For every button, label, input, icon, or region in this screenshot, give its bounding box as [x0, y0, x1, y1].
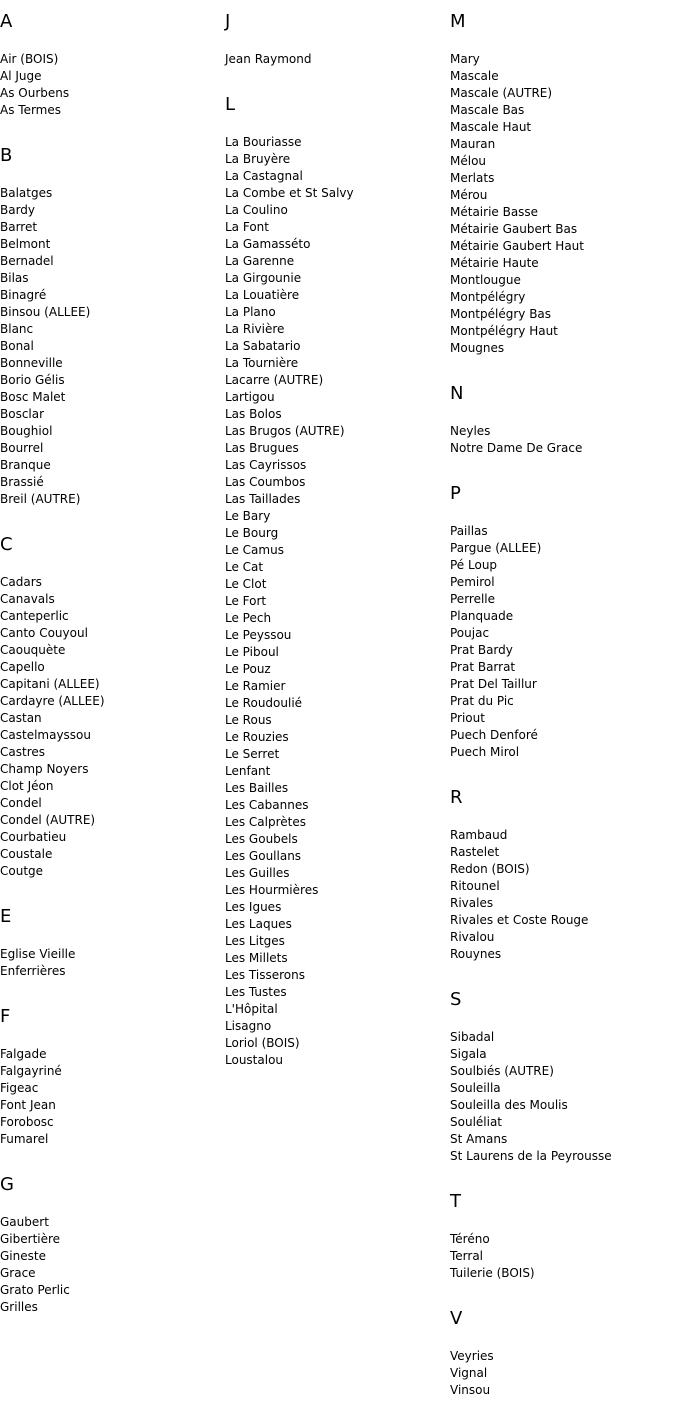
place-link[interactable]: Mauran — [450, 137, 496, 151]
place-link[interactable]: Boughiol — [0, 424, 53, 438]
letter-heading: G — [0, 1174, 14, 1195]
place-link[interactable]: Vignal — [450, 1366, 488, 1380]
place-link[interactable]: Clot Jéon — [0, 779, 54, 793]
place-link[interactable]: Les Tisserons — [225, 968, 305, 982]
place-link[interactable]: La Louatière — [225, 288, 300, 302]
place-link[interactable]: Le Cat — [225, 560, 264, 574]
place-link[interactable]: Forobosc — [0, 1115, 54, 1129]
place-link[interactable]: Le Bourg — [225, 526, 279, 540]
place-list — [450, 523, 665, 761]
place-link[interactable]: Neyles — [450, 424, 491, 438]
place-link[interactable]: Sibadal — [450, 1030, 495, 1044]
letter-group — [0, 533, 215, 880]
place-link[interactable]: La Castagnal — [225, 169, 303, 183]
place-link[interactable]: Métairie Haute — [450, 256, 539, 270]
place-link[interactable]: Le Peyssou — [225, 628, 292, 642]
place-link[interactable]: Veyries — [450, 1349, 494, 1363]
place-link[interactable]: Poujac — [450, 626, 490, 640]
place-link[interactable]: Pemirol — [450, 575, 495, 589]
place-link[interactable]: La Bruyère — [225, 152, 291, 166]
place-link[interactable]: Les Laques — [225, 917, 292, 931]
place-link[interactable]: Lisagno — [225, 1019, 272, 1033]
letter-group — [450, 1307, 665, 1399]
place-link[interactable]: Souleilla des Moulis — [450, 1098, 568, 1112]
place-link[interactable]: Les Calprètes — [225, 815, 306, 829]
place-link[interactable]: Grace — [0, 1266, 36, 1280]
place-link[interactable]: St Amans — [450, 1132, 508, 1146]
place-link[interactable]: Le Fort — [225, 594, 267, 608]
place-link[interactable]: Binagré — [0, 288, 47, 302]
place-link[interactable]: Cardayre (ALLEE) — [0, 694, 105, 708]
place-link[interactable]: Le Ramier — [225, 679, 286, 693]
place-list — [0, 946, 215, 980]
letter-heading: A — [0, 11, 13, 32]
place-link[interactable]: Les Goullans — [225, 849, 302, 863]
place-link[interactable]: Métairie Basse — [450, 205, 539, 219]
place-link[interactable]: Planquade — [450, 609, 514, 623]
place-link[interactable]: Las Cayrissos — [225, 458, 307, 472]
place-link[interactable]: Binsou (ALLEE) — [0, 305, 91, 319]
letter-group — [0, 10, 215, 119]
place-link[interactable]: Montpélégry Haut — [450, 324, 558, 338]
letter-heading: R — [450, 787, 463, 808]
place-link[interactable]: Le Pouz — [225, 662, 271, 676]
place-link[interactable]: Castres — [0, 745, 45, 759]
place-link[interactable]: Bonal — [0, 339, 34, 353]
place-link[interactable]: Souléliat — [450, 1115, 503, 1129]
place-link[interactable]: Air (BOIS) — [0, 52, 59, 66]
place-link[interactable]: Caouquète — [0, 643, 66, 657]
place-link[interactable]: Bilas — [0, 271, 29, 285]
place-link[interactable]: Les Tustes — [225, 985, 287, 999]
place-link[interactable]: Figeac — [0, 1081, 39, 1095]
place-link[interactable]: St Laurens de la Peyrousse — [450, 1149, 612, 1163]
place-link[interactable]: Canteperlic — [0, 609, 69, 623]
letter-heading: B — [0, 145, 13, 166]
place-link[interactable]: Breil (AUTRE) — [0, 492, 81, 506]
place-link[interactable]: Montpélégry — [450, 290, 526, 304]
place-link[interactable]: La Sabatario — [225, 339, 301, 353]
letter-heading: N — [450, 383, 464, 404]
place-link[interactable]: Belmont — [0, 237, 51, 251]
place-link[interactable]: Puech Denforé — [450, 728, 538, 742]
letter-group — [0, 1005, 215, 1148]
place-link[interactable]: Prat Barrat — [450, 660, 516, 674]
letter-heading: F — [0, 1006, 11, 1027]
place-link[interactable]: Rambaud — [450, 828, 508, 842]
place-link[interactable]: Eglise Vieille — [0, 947, 76, 961]
place-list — [450, 1231, 665, 1282]
place-link[interactable]: Canavals — [0, 592, 55, 606]
place-link[interactable]: Le Serret — [225, 747, 280, 761]
place-link[interactable]: Merlats — [450, 171, 495, 185]
place-link[interactable]: Pé Loup — [450, 558, 498, 572]
letter-heading: S — [450, 989, 462, 1010]
letter-group — [0, 905, 215, 980]
letter-group — [450, 988, 665, 1165]
place-link[interactable]: Le Pech — [225, 611, 272, 625]
place-link[interactable]: Bardy — [0, 203, 36, 217]
place-link[interactable]: Prat du Pic — [450, 694, 514, 708]
place-link[interactable]: Tuilerie (BOIS) — [450, 1266, 535, 1280]
place-link[interactable]: Enferrières — [0, 964, 66, 978]
place-link[interactable]: Bosclar — [0, 407, 45, 421]
place-link[interactable]: Grilles — [0, 1300, 38, 1314]
place-link[interactable]: Capello — [0, 660, 45, 674]
place-link[interactable]: Canto Couyoul — [0, 626, 88, 640]
letter-group — [450, 10, 665, 357]
place-link[interactable]: Gibertière — [0, 1232, 61, 1246]
letter-group — [0, 144, 215, 508]
place-link[interactable]: Montlougue — [450, 273, 521, 287]
place-link[interactable]: Métairie Gaubert Bas — [450, 222, 578, 236]
place-link[interactable]: La Rivière — [225, 322, 285, 336]
place-link[interactable]: Branque — [0, 458, 51, 472]
place-link[interactable]: Le Rouzies — [225, 730, 289, 744]
place-link[interactable]: Les Hourmières — [225, 883, 319, 897]
place-link[interactable]: Le Bary — [225, 509, 271, 523]
letter-group — [450, 382, 665, 457]
place-link[interactable]: Bonneville — [0, 356, 63, 370]
place-list — [450, 1348, 665, 1399]
place-link[interactable]: Souleilla — [450, 1081, 501, 1095]
place-link[interactable]: Bosc Malet — [0, 390, 66, 404]
place-link[interactable]: Las Brugues — [225, 441, 299, 455]
place-link[interactable]: Puech Mirol — [450, 745, 520, 759]
place-link[interactable]: Perrelle — [450, 592, 496, 606]
place-link[interactable]: Loustalou — [225, 1053, 284, 1067]
place-link[interactable]: Les Cabannes — [225, 798, 309, 812]
place-link[interactable]: Rivales et Coste Rouge — [450, 913, 589, 927]
place-link[interactable]: Blanc — [0, 322, 34, 336]
place-link[interactable]: Mascale Haut — [450, 120, 532, 134]
place-link[interactable]: Lartigou — [225, 390, 275, 404]
place-link[interactable]: Lacarre (AUTRE) — [225, 373, 324, 387]
place-link[interactable]: Las Coumbos — [225, 475, 306, 489]
place-link[interactable]: La Font — [225, 220, 269, 234]
letter-group — [450, 1190, 665, 1282]
place-link[interactable]: Les Guilles — [225, 866, 290, 880]
place-list — [0, 51, 215, 119]
place-link[interactable]: As Ourbens — [0, 86, 70, 100]
place-link[interactable]: La Tournière — [225, 356, 299, 370]
letter-heading: C — [0, 534, 13, 555]
place-link[interactable]: Pargue (ALLEE) — [450, 541, 542, 555]
place-link[interactable]: Balatges — [0, 186, 53, 200]
place-link[interactable]: Les Bailles — [225, 781, 289, 795]
place-link[interactable]: Montpélégry Bas — [450, 307, 552, 321]
place-link[interactable]: Notre Dame De Grace — [450, 441, 583, 455]
place-list — [0, 574, 215, 880]
place-link[interactable]: Lenfant — [225, 764, 271, 778]
place-link[interactable]: Priout — [450, 711, 485, 725]
place-link[interactable]: Mascale Bas — [450, 103, 525, 117]
place-link[interactable]: Condel — [0, 796, 42, 810]
place-link[interactable]: Loriol (BOIS) — [225, 1036, 300, 1050]
place-link[interactable]: Sigala — [450, 1047, 487, 1061]
place-list — [225, 134, 440, 1069]
place-link[interactable]: Soulbiés (AUTRE) — [450, 1064, 554, 1078]
place-link[interactable]: L'Hôpital — [225, 1002, 278, 1016]
place-link[interactable]: Les Litges — [225, 934, 285, 948]
place-link[interactable]: La Garenne — [225, 254, 295, 268]
place-link[interactable]: Le Roudoulié — [225, 696, 303, 710]
place-link[interactable]: Redon (BOIS) — [450, 862, 530, 876]
place-link[interactable]: Bernadel — [0, 254, 54, 268]
place-link[interactable]: Fumarel — [0, 1132, 49, 1146]
place-link[interactable]: La Coulino — [225, 203, 288, 217]
place-link[interactable]: Prat Bardy — [450, 643, 513, 657]
place-list — [225, 51, 440, 68]
place-link[interactable]: Ritounel — [450, 879, 500, 893]
place-link[interactable]: Le Rous — [225, 713, 272, 727]
place-link[interactable]: Las Taillades — [225, 492, 301, 506]
place-list — [0, 1046, 215, 1148]
place-link[interactable]: Mascale (AUTRE) — [450, 86, 553, 100]
column-2 — [225, 10, 440, 1094]
place-link[interactable]: Coutge — [0, 864, 44, 878]
column-1 — [0, 10, 215, 1341]
place-link[interactable]: Les Millets — [225, 951, 288, 965]
place-link[interactable]: Gineste — [0, 1249, 46, 1263]
place-link[interactable]: Terral — [450, 1249, 484, 1263]
place-link[interactable]: La Bouriasse — [225, 135, 302, 149]
place-link[interactable]: Borio Gélis — [0, 373, 65, 387]
place-link[interactable]: Rouynes — [450, 947, 502, 961]
place-link[interactable]: Les Igues — [225, 900, 282, 914]
letter-group — [450, 786, 665, 963]
letter-heading: M — [450, 11, 466, 32]
letter-heading: T — [450, 1191, 461, 1212]
letter-group — [450, 482, 665, 761]
letter-heading: P — [450, 483, 461, 504]
place-link[interactable]: Las Bolos — [225, 407, 282, 421]
place-link[interactable]: La Plano — [225, 305, 276, 319]
letter-group — [0, 1173, 215, 1316]
letter-heading: E — [0, 906, 12, 927]
place-link[interactable]: Prat Del Taillur — [450, 677, 537, 691]
place-link[interactable]: Mélou — [450, 154, 487, 168]
place-link[interactable]: Mascale — [450, 69, 499, 83]
place-link[interactable]: Champ Noyers — [0, 762, 89, 776]
place-link[interactable]: Téréno — [450, 1232, 490, 1246]
place-link[interactable]: La Combe et St Salvy — [225, 186, 354, 200]
place-link[interactable]: La Gamasséto — [225, 237, 311, 251]
place-link[interactable]: Condel (AUTRE) — [0, 813, 96, 827]
place-link[interactable]: Bourrel — [0, 441, 44, 455]
place-link[interactable]: Coustale — [0, 847, 53, 861]
place-link[interactable]: Al Juge — [0, 69, 42, 83]
place-link[interactable]: La Girgounie — [225, 271, 302, 285]
place-link[interactable]: Gaubert — [0, 1215, 49, 1229]
place-link[interactable]: Paillas — [450, 524, 488, 538]
place-link[interactable]: Mary — [450, 52, 480, 66]
place-link[interactable]: Cadars — [0, 575, 42, 589]
place-link[interactable]: Les Goubels — [225, 832, 298, 846]
place-link[interactable]: Grato Perlic — [0, 1283, 70, 1297]
letter-heading: V — [450, 1308, 463, 1329]
place-list — [0, 1214, 215, 1316]
letter-heading: J — [225, 11, 231, 32]
place-link[interactable]: Le Piboul — [225, 645, 279, 659]
place-link[interactable]: Courbatieu — [0, 830, 67, 844]
place-link[interactable]: Jean Raymond — [225, 52, 312, 66]
place-list — [450, 51, 665, 357]
place-link[interactable]: Las Brugos (AUTRE) — [225, 424, 345, 438]
place-link[interactable]: Le Clot — [225, 577, 267, 591]
place-link[interactable]: Rivalou — [450, 930, 495, 944]
place-link[interactable]: Falgade — [0, 1047, 47, 1061]
place-link[interactable]: Barret — [0, 220, 38, 234]
place-link[interactable]: Brassié — [0, 475, 44, 489]
place-link[interactable]: Castelmayssou — [0, 728, 92, 742]
place-link[interactable]: Mougnes — [450, 341, 505, 355]
place-link[interactable]: Falgayriné — [0, 1064, 62, 1078]
place-link[interactable]: Mérou — [450, 188, 488, 202]
place-list — [0, 185, 215, 508]
place-list — [450, 827, 665, 963]
letter-group — [225, 93, 440, 1069]
place-link[interactable]: Le Camus — [225, 543, 284, 557]
place-link[interactable]: Capitani (ALLEE) — [0, 677, 100, 691]
place-link[interactable]: Font Jean — [0, 1098, 56, 1112]
column-3 — [450, 10, 665, 1424]
place-link[interactable]: Vinsou — [450, 1383, 491, 1397]
place-link[interactable]: Rivales — [450, 896, 494, 910]
place-list — [450, 1029, 665, 1165]
place-link[interactable]: Castan — [0, 711, 42, 725]
place-link[interactable]: As Termes — [0, 103, 61, 117]
letter-heading: L — [225, 94, 236, 115]
place-link[interactable]: Rastelet — [450, 845, 500, 859]
letter-group — [225, 10, 440, 68]
place-list — [450, 423, 665, 457]
place-link[interactable]: Métairie Gaubert Haut — [450, 239, 584, 253]
